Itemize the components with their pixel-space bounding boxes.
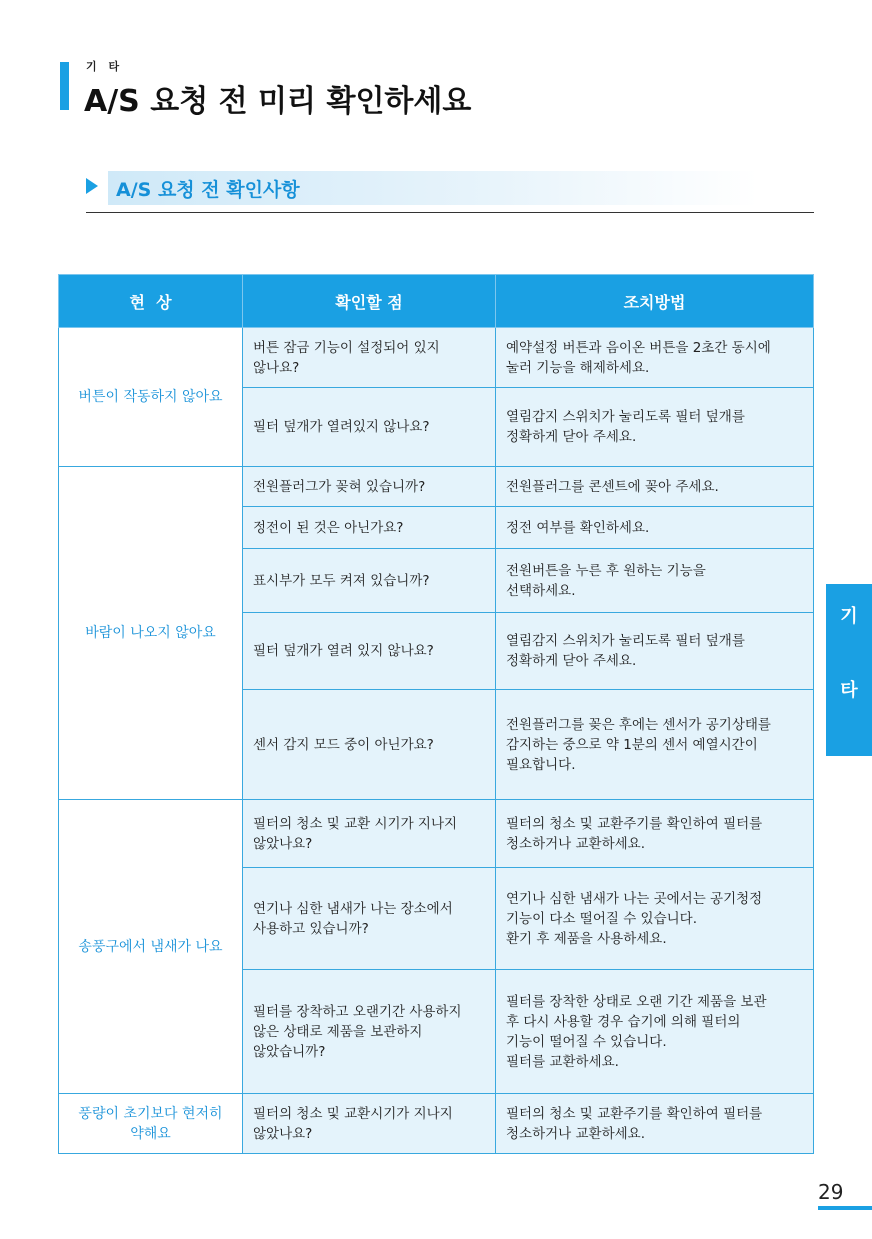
check-cell: 필터의 청소 및 교환시기가 지나지 않았나요?: [243, 1094, 496, 1154]
symptom-cell: 풍량이 초기보다 현저히 약해요: [59, 1094, 243, 1154]
triangle-bullet-icon: [86, 178, 98, 194]
title-accent-bar: [60, 62, 69, 110]
category-label: 기 타: [86, 60, 124, 73]
action-cell: 연기나 심한 냄새가 나는 곳에서는 공기청정 기능이 다소 떨어질 수 있습니다. 환기 후 제품을 사용하세요.: [496, 868, 814, 970]
as-checklist-table: [58, 274, 814, 1154]
side-chapter-tab: [826, 584, 872, 756]
table-header-row: [59, 275, 814, 328]
symptom-cell: 송풍구에서 냄새가 나요: [59, 800, 243, 1094]
check-cell: 연기나 심한 냄새가 나는 장소에서 사용하고 있습니까?: [243, 868, 496, 970]
page-number: 29: [818, 1180, 844, 1204]
table-row: [59, 328, 814, 388]
check-cell: 필터 덮개가 열려 있지 않나요?: [243, 613, 496, 690]
symptom-cell: 버튼이 작동하지 않아요: [59, 328, 243, 467]
action-cell: 정전 여부를 확인하세요.: [496, 507, 814, 549]
action-cell: 전원플러그를 콘센트에 꽂아 주세요.: [496, 467, 814, 507]
check-cell: 필터를 장착하고 오랜기간 사용하지 않은 상태로 제품을 보관하지 않았습니까?: [243, 970, 496, 1094]
page-title: A/S 요청 전 미리 확인하세요: [84, 84, 472, 119]
section-title: A/S 요청 전 확인사항: [116, 179, 300, 201]
table-row: [59, 467, 814, 507]
action-cell: 전원버튼을 누른 후 원하는 기능을 선택하세요.: [496, 549, 814, 613]
check-cell: 필터 덮개가 열려있지 않나요?: [243, 388, 496, 467]
header-action: 조치방법: [496, 275, 814, 328]
check-cell: 전원플러그가 꽂혀 있습니까?: [243, 467, 496, 507]
table-row: [59, 1094, 814, 1154]
action-cell: 필터를 장착한 상태로 오랜 기간 제품을 보관 후 다시 사용할 경우 습기에 의해 필터의 기능이 떨어질 수 있습니다. 필터를 교환하세요.: [496, 970, 814, 1094]
section-header: [86, 170, 814, 213]
header-check: 확인할 점: [243, 275, 496, 328]
symptom-cell: 바람이 나오지 않아요: [59, 467, 243, 800]
page-number-underline: [818, 1206, 872, 1210]
check-cell: 버튼 잠금 기능이 설정되어 있지 않나요?: [243, 328, 496, 388]
action-cell: 전원플러그를 꽂은 후에는 센서가 공기상태를 감지하는 중으로 약 1분의 센서 예열시간이 필요합니다.: [496, 690, 814, 800]
check-cell: 정전이 된 것은 아닌가요?: [243, 507, 496, 549]
check-cell: 필터의 청소 및 교환 시기가 지나지 않았나요?: [243, 800, 496, 868]
action-cell: 예약설정 버튼과 음이온 버튼을 2초간 동시에 눌러 기능을 해제하세요.: [496, 328, 814, 388]
action-cell: 필터의 청소 및 교환주기를 확인하여 필터를 청소하거나 교환하세요.: [496, 800, 814, 868]
check-cell: 표시부가 모두 켜져 있습니까?: [243, 549, 496, 613]
action-cell: 열림감지 스위치가 눌리도록 필터 덮개를 정확하게 닫아 주세요.: [496, 613, 814, 690]
side-tab-char-1: 기: [840, 606, 858, 627]
header-symptom: 현 상: [59, 275, 243, 328]
action-cell: 필터의 청소 및 교환주기를 확인하여 필터를 청소하거나 교환하세요.: [496, 1094, 814, 1154]
table-row: [59, 800, 814, 868]
check-cell: 센서 감지 모드 중이 아닌가요?: [243, 690, 496, 800]
side-tab-char-2: 타: [840, 680, 858, 701]
action-cell: 열림감지 스위치가 눌리도록 필터 덮개를 정확하게 닫아 주세요.: [496, 388, 814, 467]
